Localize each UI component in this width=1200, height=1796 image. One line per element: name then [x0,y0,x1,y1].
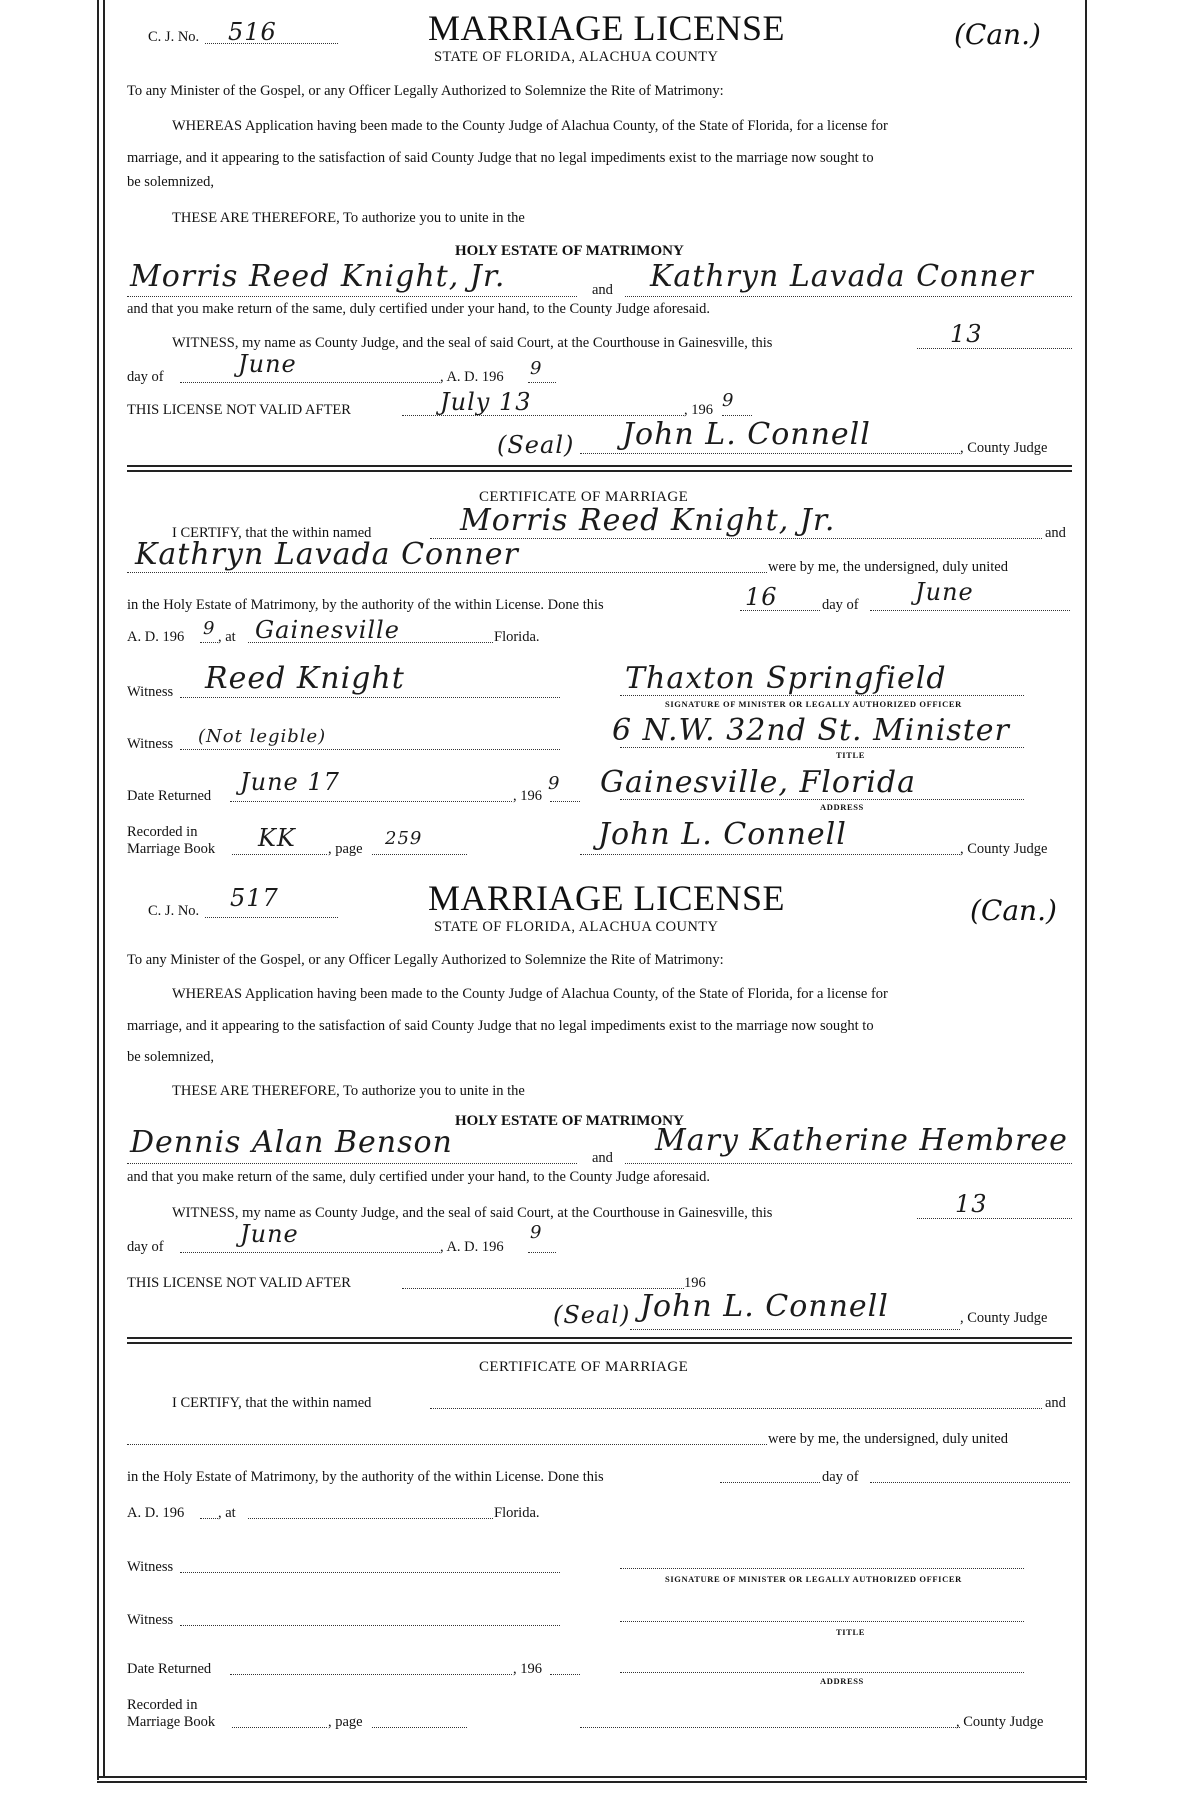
bride-name: Kathryn Lavada Conner [650,259,1034,294]
corner-mark: (Can.) [954,18,1041,51]
at-label: , at [218,629,236,645]
year-line [528,1252,556,1253]
florida-label: Florida. [494,629,540,645]
certify-label: I CERTIFY, that the within named [172,1395,372,1411]
holy-estate-heading: HOLY ESTATE OF MATRIMONY [455,1113,684,1129]
year-line [528,382,556,383]
certified-name-1: Morris Reed Knight, Jr. [460,503,836,538]
license-subtitle: STATE OF FLORIDA, ALACHUA COUNTY [434,919,719,935]
ad-label: A. D. 196 [127,1505,185,1521]
done-month: June [915,578,974,606]
ad-label: , A. D. 196 [440,1239,504,1255]
ad-year-line [200,1518,218,1519]
cert-judge-line [580,1727,960,1728]
witness-1-label: Witness [127,684,174,700]
not-valid-date: July 13 [440,388,532,416]
witness-text: WITNESS, my name as County Judge, and the seal of said Court, at the Courthouse in Gainesville, this [172,1205,773,1221]
address-line [620,799,1024,800]
title-line [620,747,1024,748]
holy-estate-heading: HOLY ESTATE OF MATRIMONY [455,243,684,259]
returned-year-line [550,1674,580,1675]
divider-2 [127,1342,1072,1344]
whereas-line-1: WHEREAS Application having been made to the County Judge of Alachua County, of the State of Florida, for a license for [172,118,888,134]
cert-judge-line [580,854,960,855]
return-line: and that you make return of the same, duly certified under your hand, to the County Judge aforesaid. [127,1169,711,1185]
corner-mark: (Can.) [970,894,1057,927]
seal-mark: (Seal) [553,1301,631,1329]
county-judge-label: , County Judge [960,440,1048,456]
marriage-book-label: Marriage Book [127,1714,216,1730]
ad-label: , A. D. 196 [440,369,504,385]
cj-no-value: 517 [230,884,279,912]
date-returned-value: June 17 [240,768,340,796]
date-returned-label: Date Returned [127,1661,212,1677]
seal-mark: (Seal) [497,431,575,459]
recorded-in-label: Recorded in [127,1697,198,1713]
page-label: , page [328,841,363,857]
license-title: MARRIAGE LICENSE [428,8,785,48]
year-digit: 9 [530,358,543,379]
witness-day-line [917,1218,1072,1219]
certify-label: I CERTIFY, that the within named [172,525,372,541]
day-of-label: day of [822,1469,859,1485]
book-line [232,854,327,855]
nv-year-digit: 9 [722,390,735,411]
date-returned-line [230,1674,512,1675]
not-valid-label: THIS LICENSE NOT VALID AFTER [127,1275,351,1291]
address-line [620,1672,1024,1673]
holy-line: in the Holy Estate of Matrimony, by the authority of the within License. Done this [127,1469,604,1485]
certified-name-2: Kathryn Lavada Conner [135,537,519,572]
book-value: KK [258,824,296,852]
witness-2-label: Witness [127,1612,174,1628]
done-day: 16 [745,583,778,611]
returned-year-line [550,801,580,802]
book-line [232,1727,327,1728]
returned-year-digit: 9 [548,773,561,794]
marriage-book-label: Marriage Book [127,841,216,857]
cert-county-judge-label: , County Judge [960,841,1048,857]
name1-line [430,538,1042,539]
and-label: and [592,1150,613,1166]
left-border [97,0,99,1780]
county-judge-label: , County Judge [960,1310,1048,1326]
recorded-in-label: Recorded in [127,824,198,840]
cert-judge-signature: John L. Connell [598,817,847,852]
day-of-label: day of [127,369,164,385]
name2-line [127,572,767,573]
witness-1-label: Witness [127,1559,174,1575]
signature-caption: SIGNATURE OF MINISTER OR LEGALLY AUTHORIZED OFFICER [665,699,962,709]
not-valid-label: THIS LICENSE NOT VALID AFTER [127,402,351,418]
judge-signature: John L. Connell [622,417,871,452]
not-valid-196: 196 [684,1275,706,1291]
and-label: and [1045,525,1066,541]
done-day-line [720,1482,820,1483]
cj-no-line [205,917,338,918]
return-line: and that you make return of the same, duly certified under your hand, to the County Judge aforesaid. [127,301,711,317]
day-of-label: day of [127,1239,164,1255]
bottom-border-outer [97,1781,1087,1783]
witness-text: WITNESS, my name as County Judge, and the seal of said Court, at the Courthouse in Gainesville, this [172,335,773,351]
witness-2-label: Witness [127,736,174,752]
and-label: and [1045,1395,1066,1411]
month-line [180,1252,440,1253]
month-value: June [238,350,297,378]
therefore-line: THESE ARE THEREFORE, To authorize you to unite in the [172,210,525,226]
page-line [372,854,467,855]
ad-year-digit: 9 [203,618,216,639]
ad-label: A. D. 196 [127,629,185,645]
witness-day: 13 [955,1190,988,1218]
not-valid-196: , 196 [684,402,713,418]
done-month-line [870,1482,1070,1483]
cj-label: C. J. No. [148,29,200,45]
year-digit: 9 [530,1222,543,1243]
cj-label: C. J. No. [148,903,200,919]
address-value: Gainesville, Florida [600,765,916,800]
cj-no-value: 516 [228,18,277,46]
date-returned-line [230,801,512,802]
name2-line [127,1444,767,1445]
right-border [1085,0,1087,1780]
month-line [180,382,440,383]
certificate-heading: CERTIFICATE OF MARRIAGE [479,1359,689,1375]
signature-caption: SIGNATURE OF MINISTER OR LEGALLY AUTHORIZED OFFICER [665,1574,962,1584]
minister-sig-line [620,695,1024,696]
witness-1-line [180,1572,560,1573]
whereas-line-2: marriage, and it appearing to the satisfaction of said County Judge that no legal impediments exist to the marriage now sought to [127,1018,874,1034]
minister-sig-line [620,1568,1024,1569]
license-title: MARRIAGE LICENSE [428,878,785,918]
date-returned-label: Date Returned [127,788,212,804]
holy-line: in the Holy Estate of Matrimony, by the authority of the within License. Done this [127,597,604,613]
whereas-line-3: be solemnized, [127,174,214,190]
title-line [620,1621,1024,1622]
nv-year-line [722,415,752,416]
groom-line [127,1163,577,1164]
groom-line [127,296,577,297]
witness-2-signature: (Not legible) [198,726,327,747]
certificate-heading: CERTIFICATE OF MARRIAGE [479,489,689,505]
returned-196: , 196 [513,1661,542,1677]
address-line: To any Minister of the Gospel, or any Officer Legally Authorized to Solemnize the Rite of Matrimony: [127,952,724,968]
title-caption: TITLE [836,1627,865,1637]
month-value: June [240,1220,299,1248]
ad-year-line [200,642,218,643]
address-caption: ADDRESS [820,802,864,812]
place-line [248,1518,493,1519]
bottom-border [97,1776,1087,1778]
witness-2-line [180,749,560,750]
were-by-me-label: were by me, the undersigned, duly united [768,559,1008,575]
divider [127,1337,1072,1339]
were-by-me-label: were by me, the undersigned, duly united [768,1431,1008,1447]
page-value: 259 [385,828,423,849]
groom-name: Morris Reed Knight, Jr. [130,259,506,294]
judge-signature: John L. Connell [640,1289,889,1324]
witness-day: 13 [950,320,983,348]
minister-signature: Thaxton Springfield [625,661,947,696]
whereas-line-1: WHEREAS Application having been made to the County Judge of Alachua County, of the State of Florida, for a license for [172,986,888,1002]
title-value: 6 N.W. 32nd St. Minister [612,713,1010,748]
witness-day-line [917,348,1072,349]
bride-name: Mary Katherine Hembree [655,1123,1068,1158]
page-line [372,1727,467,1728]
divider-2 [127,470,1072,472]
bride-line [625,296,1072,297]
done-month-line [870,610,1070,611]
address-caption: ADDRESS [820,1676,864,1686]
address-line: To any Minister of the Gospel, or any Officer Legally Authorized to Solemnize the Rite of Matrimony: [127,83,724,99]
returned-196: , 196 [513,788,542,804]
license-subtitle: STATE OF FLORIDA, ALACHUA COUNTY [434,49,719,65]
place-value: Gainesville [255,616,400,644]
witness-1-line [180,697,560,698]
title-caption: TITLE [836,750,865,760]
divider [127,465,1072,467]
day-of-label: day of [822,597,859,613]
cert-county-judge-label: , County Judge [956,1714,1044,1730]
at-label: , at [218,1505,236,1521]
left-border-inner [103,0,105,1776]
page-label: , page [328,1714,363,1730]
florida-label: Florida. [494,1505,540,1521]
judge-line [630,1329,960,1330]
whereas-line-2: marriage, and it appearing to the satisfaction of said County Judge that no legal impediments exist to the marriage now sought to [127,150,874,166]
witness-2-line [180,1625,560,1626]
bride-line [625,1163,1072,1164]
therefore-line: THESE ARE THEREFORE, To authorize you to unite in the [172,1083,525,1099]
whereas-line-3: be solemnized, [127,1049,214,1065]
name1-line [430,1408,1042,1409]
judge-line [580,453,960,454]
witness-1-signature: Reed Knight [205,661,405,696]
groom-name: Dennis Alan Benson [130,1125,453,1160]
and-label: and [592,282,613,298]
